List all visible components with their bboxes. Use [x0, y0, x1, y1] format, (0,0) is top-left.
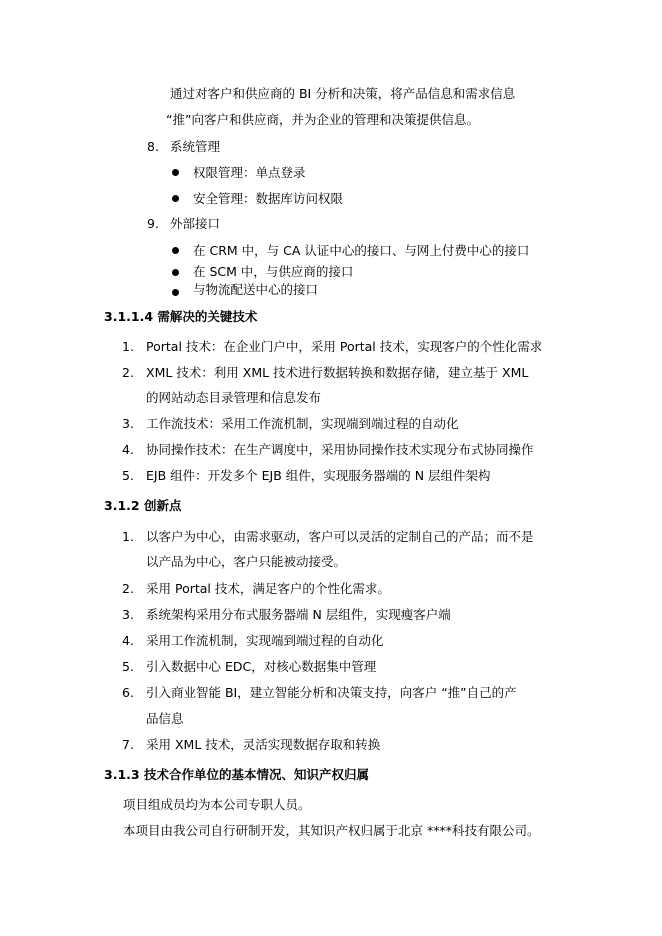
- list-number: 2.: [122, 581, 134, 596]
- list-item: 采用 Portal 技术，满足客户的个性化需求。: [146, 581, 390, 596]
- list-item: 工作流技术：采用工作流机制，实现端到端过程的自动化: [146, 416, 459, 431]
- bullet-item: 与物流配送中心的接口: [193, 282, 319, 297]
- paragraph: 项目组成员均为本公司专职人员。: [123, 797, 311, 812]
- system-mgmt-title: 系统管理: [170, 139, 221, 154]
- section-heading: 3.1.1.4 需解决的关键技术: [104, 309, 258, 324]
- list-item: 系统架构采用分布式服务器端 N 层组件，实现瘦客户端: [146, 607, 451, 622]
- intro-line-2: “推”向客户和供应商，并为企业的管理和决策提供信息。: [166, 112, 479, 127]
- bullet-dot-icon: [172, 247, 179, 254]
- bullet-dot-icon: [172, 269, 179, 276]
- bullet-item: 在 CRM 中，与 CA 认证中心的接口、与网上付费中心的接口: [193, 243, 530, 258]
- list-number: 1.: [122, 339, 134, 354]
- list-number: 6.: [122, 685, 134, 700]
- list-number: 8.: [147, 139, 159, 154]
- list-number: 3.: [122, 607, 134, 622]
- list-number: 4.: [122, 442, 134, 457]
- bullet-item: 安全管理：数据库访问权限: [193, 191, 344, 206]
- list-item: Portal 技术：在企业门户中，采用 Portal 技术，实现客户的个性化需求: [146, 339, 543, 354]
- list-number: 4.: [122, 633, 134, 648]
- bullet-item: 在 SCM 中，与供应商的接口: [193, 264, 354, 279]
- list-item-continuation: 品信息: [146, 711, 184, 726]
- bullet-dot-icon: [172, 169, 179, 176]
- external-if-title: 外部接口: [170, 216, 221, 231]
- list-number: 9.: [147, 216, 159, 231]
- list-number: 1.: [122, 529, 134, 544]
- intro-line-1: 通过对客户和供应商的 BI 分析和决策，将产品信息和需求信息: [170, 86, 516, 101]
- list-item: 采用 XML 技术，灵活实现数据存取和转换: [146, 737, 381, 752]
- paragraph: 本项目由我公司自行研制开发，其知识产权归属于北京 ****科技有限公司。: [123, 823, 540, 838]
- list-number: 2.: [122, 365, 134, 380]
- bullet-dot-icon: [172, 289, 179, 296]
- bullet-dot-icon: [172, 195, 179, 202]
- section-heading: 3.1.2 创新点: [104, 498, 182, 513]
- list-item: 引入数据中心 EDC，对核心数据集中管理: [146, 659, 377, 674]
- list-item: EJB 组件：开发多个 EJB 组件，实现服务器端的 N 层组件架构: [146, 468, 491, 483]
- list-number: 5.: [122, 659, 134, 674]
- list-item: 引入商业智能 BI，建立智能分析和决策支持，向客户 “推”自己的产: [146, 685, 517, 700]
- list-item: XML 技术：利用 XML 技术进行数据转换和数据存储，建立基于 XML: [146, 365, 529, 380]
- list-number: 7.: [122, 737, 134, 752]
- list-item-continuation: 的网站动态目录管理和信息发布: [146, 390, 322, 405]
- list-number: 3.: [122, 416, 134, 431]
- section-heading: 3.1.3 技术合作单位的基本情况、知识产权归属: [104, 767, 369, 782]
- bullet-item: 权限管理：单点登录: [193, 165, 306, 180]
- list-item-continuation: 以产品为中心，客户只能被动接受。: [146, 554, 347, 569]
- list-number: 5.: [122, 468, 134, 483]
- list-item: 采用工作流机制，实现端到端过程的自动化: [146, 633, 384, 648]
- list-item: 协同操作技术：在生产调度中，采用协同操作技术实现分布式协同操作: [146, 442, 534, 457]
- list-item: 以客户为中心，由需求驱动，客户可以灵活的定制自己的产品；而不是: [146, 529, 534, 544]
